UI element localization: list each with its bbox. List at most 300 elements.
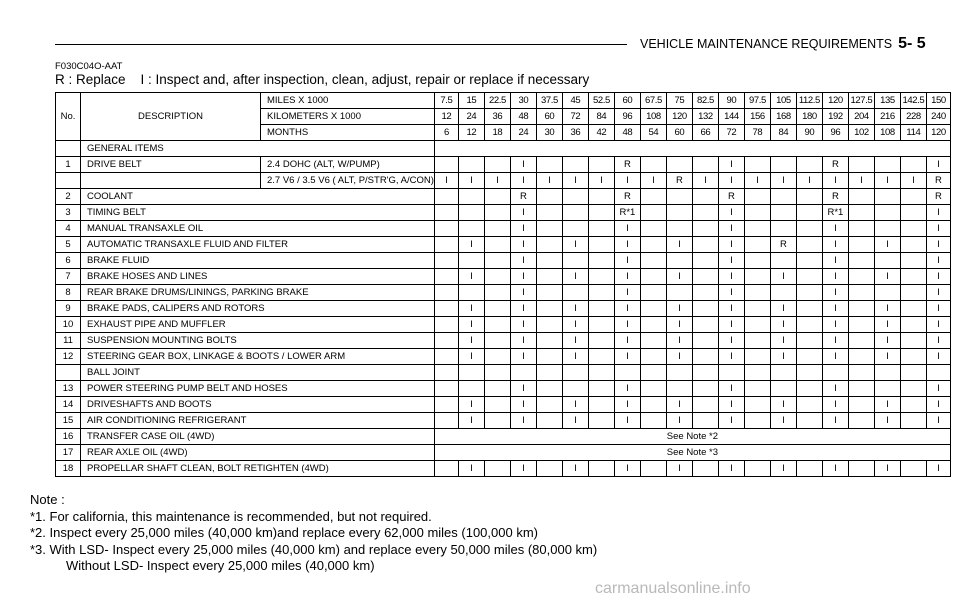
schedule-cell: [848, 253, 874, 269]
schedule-cell: [458, 205, 484, 221]
schedule-cell: [900, 397, 926, 413]
schedule-cell: [848, 461, 874, 477]
schedule-cell: I: [562, 397, 588, 413]
schedule-cell: R: [822, 157, 848, 173]
schedule-cell: [484, 349, 510, 365]
schedule-cell: I: [822, 461, 848, 477]
schedule-cell: I: [874, 349, 900, 365]
schedule-cell: [744, 221, 770, 237]
schedule-cell: [640, 237, 666, 253]
schedule-cell: [588, 301, 614, 317]
schedule-cell: I: [822, 285, 848, 301]
note-heading: Note :: [30, 492, 65, 507]
schedule-cell: [848, 269, 874, 285]
schedule-cell: I: [458, 173, 484, 189]
schedule-cell: R: [510, 189, 536, 205]
schedule-cell: [434, 189, 458, 205]
schedule-cell: [536, 397, 562, 413]
schedule-cell: [796, 157, 822, 173]
schedule-cell: I: [822, 317, 848, 333]
interval-miles-cell: 120: [822, 93, 848, 109]
schedule-cell: [796, 253, 822, 269]
schedule-cell: [744, 301, 770, 317]
interval-miles-cell: 30: [510, 93, 536, 109]
schedule-cell: [588, 157, 614, 173]
schedule-cell: I: [926, 285, 950, 301]
schedule-cell: I: [666, 237, 692, 253]
schedule-cell: [588, 253, 614, 269]
schedule-cell: [692, 365, 718, 381]
see-note-cell: See Note *3: [434, 445, 950, 461]
schedule-cell: [848, 397, 874, 413]
schedule-row: [56, 381, 951, 397]
schedule-cell: [434, 205, 458, 221]
schedule-cell: [588, 205, 614, 221]
schedule-cell: [744, 381, 770, 397]
schedule-row: [56, 461, 951, 477]
schedule-cell: I: [770, 413, 796, 429]
schedule-cell: [666, 365, 692, 381]
schedule-cell: I: [718, 461, 744, 477]
schedule-cell: I: [822, 253, 848, 269]
schedule-cell: [458, 381, 484, 397]
row-number: [56, 365, 81, 381]
row-number: [56, 141, 81, 157]
schedule-cell: [848, 221, 874, 237]
interval-kilometers-cell: 120: [666, 109, 692, 125]
interval-miles-cell: 150: [926, 93, 950, 109]
row-number: 14: [56, 397, 81, 413]
row-number: [56, 173, 81, 189]
schedule-cell: I: [692, 173, 718, 189]
schedule-cell: [458, 189, 484, 205]
general-items-label: GENERAL ITEMS: [81, 141, 435, 157]
interval-kilometers-cell: 240: [926, 109, 950, 125]
schedule-cell: [562, 189, 588, 205]
row-description: COOLANT: [81, 189, 435, 205]
schedule-cell: I: [718, 173, 744, 189]
schedule-cell: [744, 413, 770, 429]
schedule-cell: [900, 365, 926, 381]
schedule-cell: I: [874, 269, 900, 285]
schedule-cell: I: [562, 237, 588, 253]
schedule-row: [56, 269, 951, 285]
schedule-cell: [536, 365, 562, 381]
schedule-cell: I: [926, 237, 950, 253]
schedule-cell: I: [614, 301, 640, 317]
schedule-cell: [640, 349, 666, 365]
schedule-cell: [434, 365, 458, 381]
schedule-cell: [588, 221, 614, 237]
schedule-cell: I: [614, 413, 640, 429]
interval-months-cell: 90: [796, 125, 822, 141]
schedule-cell: [692, 253, 718, 269]
schedule-cell: I: [562, 461, 588, 477]
schedule-cell: [692, 189, 718, 205]
interval-months-cell: 108: [874, 125, 900, 141]
schedule-cell: R: [718, 189, 744, 205]
interval-months-cell: 18: [484, 125, 510, 141]
schedule-cell: I: [718, 381, 744, 397]
schedule-cell: [640, 253, 666, 269]
schedule-cell: I: [510, 333, 536, 349]
schedule-cell: [848, 349, 874, 365]
interval-miles-cell: 105: [770, 93, 796, 109]
schedule-cell: [434, 269, 458, 285]
schedule-cell: [900, 317, 926, 333]
schedule-cell: I: [536, 173, 562, 189]
schedule-cell: [588, 349, 614, 365]
schedule-cell: I: [562, 269, 588, 285]
schedule-cell: I: [874, 397, 900, 413]
watermark: carmanualsonline.info: [595, 580, 751, 597]
schedule-cell: [692, 381, 718, 397]
note-2: *2. Inspect every 25,000 miles (40,000 km)and replace every 62,000 miles (100,000 km): [30, 525, 538, 540]
see-note-cell: See Note *2: [434, 429, 950, 445]
schedule-cell: [484, 461, 510, 477]
schedule-cell: [434, 317, 458, 333]
schedule-cell: I: [614, 349, 640, 365]
schedule-cell: [744, 253, 770, 269]
schedule-cell: I: [666, 317, 692, 333]
note-3: *3. With LSD- Inspect every 25,000 miles (40,000 km) and replace every 50,000 miles (80,000 km): [30, 541, 598, 557]
schedule-cell: [848, 413, 874, 429]
schedule-cell: [900, 285, 926, 301]
schedule-cell: [536, 333, 562, 349]
schedule-cell: I: [510, 237, 536, 253]
schedule-cell: [434, 237, 458, 253]
schedule-cell: [692, 269, 718, 285]
schedule-cell: [692, 413, 718, 429]
legend: R : Replace I : Inspect and, after inspection, clean, adjust, repair or replace if necessary: [55, 72, 590, 87]
schedule-cell: I: [666, 349, 692, 365]
schedule-cell: I: [874, 301, 900, 317]
schedule-cell: [640, 317, 666, 333]
interval-miles-cell: 15: [458, 93, 484, 109]
schedule-cell: [874, 253, 900, 269]
schedule-cell: [536, 237, 562, 253]
schedule-cell: I: [510, 397, 536, 413]
schedule-cell: I: [666, 333, 692, 349]
schedule-cell: I: [510, 381, 536, 397]
schedule-cell: I: [510, 269, 536, 285]
schedule-cell: I: [718, 253, 744, 269]
interval-kilometers-cell: 12: [434, 109, 458, 125]
row-description: TIMING BELT: [81, 205, 435, 221]
section-code: F030C04O-AAT: [55, 61, 123, 72]
schedule-cell: I: [718, 397, 744, 413]
interval-row-miles: [56, 93, 951, 109]
schedule-cell: [796, 365, 822, 381]
schedule-cell: [484, 285, 510, 301]
schedule-cell: I: [562, 173, 588, 189]
interval-kilometers-cell: 180: [796, 109, 822, 125]
schedule-cell: [666, 285, 692, 301]
schedule-cell: I: [484, 173, 510, 189]
interval-kilometers-cell: 36: [484, 109, 510, 125]
schedule-cell: I: [926, 349, 950, 365]
schedule-cell: I: [458, 237, 484, 253]
schedule-cell: [900, 253, 926, 269]
schedule-cell: I: [588, 173, 614, 189]
schedule-cell: [640, 381, 666, 397]
row-description: BRAKE HOSES AND LINES: [81, 269, 435, 285]
schedule-cell: I: [822, 173, 848, 189]
schedule-cell: [796, 381, 822, 397]
schedule-cell: I: [874, 173, 900, 189]
schedule-cell: I: [614, 285, 640, 301]
schedule-cell: [640, 397, 666, 413]
row-description: REAR BRAKE DRUMS/LININGS, PARKING BRAKE: [81, 285, 435, 301]
interval-kilometers-cell: 192: [822, 109, 848, 125]
schedule-cell: [900, 301, 926, 317]
schedule-cell: [640, 413, 666, 429]
schedule-cell: I: [666, 301, 692, 317]
schedule-row: [56, 237, 951, 253]
row-description: REAR AXLE OIL (4WD): [81, 445, 435, 461]
schedule-cell: I: [770, 173, 796, 189]
schedule-cell: I: [562, 301, 588, 317]
schedule-cell: [536, 253, 562, 269]
schedule-cell: I: [458, 397, 484, 413]
schedule-cell: [718, 365, 744, 381]
interval-months-cell: 48: [614, 125, 640, 141]
schedule-cell: [692, 333, 718, 349]
interval-months-cell: 12: [458, 125, 484, 141]
schedule-cell: R: [770, 237, 796, 253]
schedule-cell: [796, 349, 822, 365]
schedule-cell: I: [562, 413, 588, 429]
interval-months-cell: 120: [926, 125, 950, 141]
schedule-cell: I: [614, 381, 640, 397]
schedule-cell: [796, 397, 822, 413]
schedule-cell: I: [822, 301, 848, 317]
schedule-cell: R: [926, 173, 950, 189]
schedule-cell: [744, 397, 770, 413]
interval-miles-cell: 37.5: [536, 93, 562, 109]
schedule-cell: [458, 221, 484, 237]
schedule-cell: I: [510, 173, 536, 189]
schedule-cell: I: [926, 253, 950, 269]
schedule-cell: I: [874, 461, 900, 477]
schedule-cell: I: [718, 205, 744, 221]
schedule-cell: [900, 349, 926, 365]
schedule-cell: [796, 413, 822, 429]
schedule-cell: I: [458, 301, 484, 317]
schedule-cell: [536, 285, 562, 301]
page-header: [640, 35, 926, 53]
row-description: AUTOMATIC TRANSAXLE FLUID AND FILTER: [81, 237, 435, 253]
schedule-cell: [536, 269, 562, 285]
schedule-cell: [458, 157, 484, 173]
schedule-cell: [900, 237, 926, 253]
schedule-cell: I: [822, 269, 848, 285]
schedule-cell: I: [614, 237, 640, 253]
row-number: 1: [56, 157, 81, 173]
interval-kilometers-cell: 84: [588, 109, 614, 125]
schedule-cell: [874, 381, 900, 397]
schedule-cell: [900, 461, 926, 477]
schedule-cell: [588, 317, 614, 333]
schedule-cell: [900, 269, 926, 285]
row-description: AIR CONDITIONING REFRIGERANT: [81, 413, 435, 429]
row-number: 9: [56, 301, 81, 317]
row-description: EXHAUST PIPE AND MUFFLER: [81, 317, 435, 333]
schedule-cell: [484, 157, 510, 173]
schedule-cell: [434, 221, 458, 237]
row-number: 10: [56, 317, 81, 333]
interval-kilometers-cell: 60: [536, 109, 562, 125]
schedule-cell: I: [926, 205, 950, 221]
schedule-cell: [588, 397, 614, 413]
schedule-cell: [874, 189, 900, 205]
row-number: 2: [56, 189, 81, 205]
schedule-cell: I: [434, 173, 458, 189]
schedule-cell: R: [614, 157, 640, 173]
schedule-cell: [874, 285, 900, 301]
schedule-cell: [692, 157, 718, 173]
schedule-cell: [692, 317, 718, 333]
header-rule: [55, 44, 627, 45]
schedule-cell: [796, 461, 822, 477]
schedule-cell: [588, 461, 614, 477]
schedule-cell: [692, 285, 718, 301]
row-number: 3: [56, 205, 81, 221]
interval-months-cell: 84: [770, 125, 796, 141]
row-description: TRANSFER CASE OIL (4WD): [81, 429, 435, 445]
schedule-cell: R*1: [614, 205, 640, 221]
row-number: 15: [56, 413, 81, 429]
row-number: 11: [56, 333, 81, 349]
schedule-cell: [434, 397, 458, 413]
row-description: DRIVESHAFTS AND BOOTS: [81, 397, 435, 413]
schedule-cell: [562, 221, 588, 237]
schedule-cell: [744, 349, 770, 365]
interval-miles-cell: 75: [666, 93, 692, 109]
schedule-cell: I: [510, 349, 536, 365]
row-number: 4: [56, 221, 81, 237]
schedule-cell: I: [770, 317, 796, 333]
schedule-row: [56, 429, 951, 445]
schedule-row: [56, 413, 951, 429]
interval-months-cell: 6: [434, 125, 458, 141]
schedule-cell: I: [614, 173, 640, 189]
schedule-cell: [484, 301, 510, 317]
schedule-cell: [536, 205, 562, 221]
schedule-cell: [588, 189, 614, 205]
schedule-cell: I: [926, 301, 950, 317]
schedule-cell: I: [562, 349, 588, 365]
interval-kilometers-cell: 156: [744, 109, 770, 125]
schedule-cell: [434, 413, 458, 429]
interval-kilometers-cell: 24: [458, 109, 484, 125]
schedule-cell: I: [666, 269, 692, 285]
row-number: 6: [56, 253, 81, 269]
schedule-cell: I: [458, 413, 484, 429]
schedule-cell: I: [666, 413, 692, 429]
schedule-cell: [666, 157, 692, 173]
schedule-cell: I: [926, 397, 950, 413]
schedule-row: [56, 221, 951, 237]
schedule-cell: [536, 381, 562, 397]
schedule-cell: I: [822, 413, 848, 429]
schedule-row: [56, 397, 951, 413]
schedule-cell: I: [510, 413, 536, 429]
schedule-cell: I: [718, 317, 744, 333]
schedule-cell: [562, 253, 588, 269]
schedule-cell: [796, 301, 822, 317]
schedule-cell: I: [718, 413, 744, 429]
interval-kilometers-cell: 108: [640, 109, 666, 125]
schedule-cell: [536, 221, 562, 237]
schedule-cell: [484, 253, 510, 269]
schedule-cell: [796, 317, 822, 333]
schedule-cell: [848, 285, 874, 301]
schedule-cell: [562, 205, 588, 221]
schedule-cell: [588, 237, 614, 253]
schedule-cell: I: [614, 397, 640, 413]
schedule-cell: [874, 221, 900, 237]
row-number: 5: [56, 237, 81, 253]
interval-miles-cell: 142.5: [900, 93, 926, 109]
schedule-row: [56, 445, 951, 461]
schedule-cell: I: [822, 381, 848, 397]
schedule-cell: I: [458, 461, 484, 477]
schedule-cell: I: [874, 413, 900, 429]
no-header: No.: [56, 93, 81, 141]
schedule-row: [56, 285, 951, 301]
unit-label: MILES X 1000: [261, 93, 435, 109]
schedule-cell: I: [510, 285, 536, 301]
interval-kilometers-cell: 228: [900, 109, 926, 125]
schedule-cell: [848, 317, 874, 333]
schedule-cell: [822, 365, 848, 381]
schedule-cell: [434, 253, 458, 269]
row-sub-description: 2.7 V6 / 3.5 V6 ( ALT, P/STR'G, A/CON): [261, 173, 435, 189]
schedule-cell: [900, 381, 926, 397]
schedule-cell: I: [770, 333, 796, 349]
schedule-cell: [744, 285, 770, 301]
unit-label: KILOMETERS X 1000: [261, 109, 435, 125]
schedule-cell: [434, 381, 458, 397]
interval-kilometers-cell: 204: [848, 109, 874, 125]
row-description: BALL JOINT: [81, 365, 435, 381]
schedule-cell: I: [926, 413, 950, 429]
schedule-cell: I: [510, 317, 536, 333]
schedule-cell: [770, 189, 796, 205]
schedule-cell: I: [926, 381, 950, 397]
schedule-cell: I: [770, 349, 796, 365]
interval-miles-cell: 82.5: [692, 93, 718, 109]
interval-months-cell: 60: [666, 125, 692, 141]
schedule-cell: I: [770, 301, 796, 317]
row-sub-description: 2.4 DOHC (ALT, W/PUMP): [261, 157, 435, 173]
schedule-cell: [562, 157, 588, 173]
schedule-cell: I: [926, 317, 950, 333]
schedule-cell: [536, 157, 562, 173]
schedule-cell: [900, 205, 926, 221]
schedule-cell: [588, 381, 614, 397]
schedule-cell: [770, 285, 796, 301]
schedule-cell: I: [874, 333, 900, 349]
schedule-cell: [640, 333, 666, 349]
page-number: 5- 5: [898, 35, 926, 52]
interval-months-cell: 66: [692, 125, 718, 141]
schedule-cell: [692, 301, 718, 317]
schedule-cell: [536, 413, 562, 429]
schedule-cell: I: [848, 173, 874, 189]
row-number: 7: [56, 269, 81, 285]
